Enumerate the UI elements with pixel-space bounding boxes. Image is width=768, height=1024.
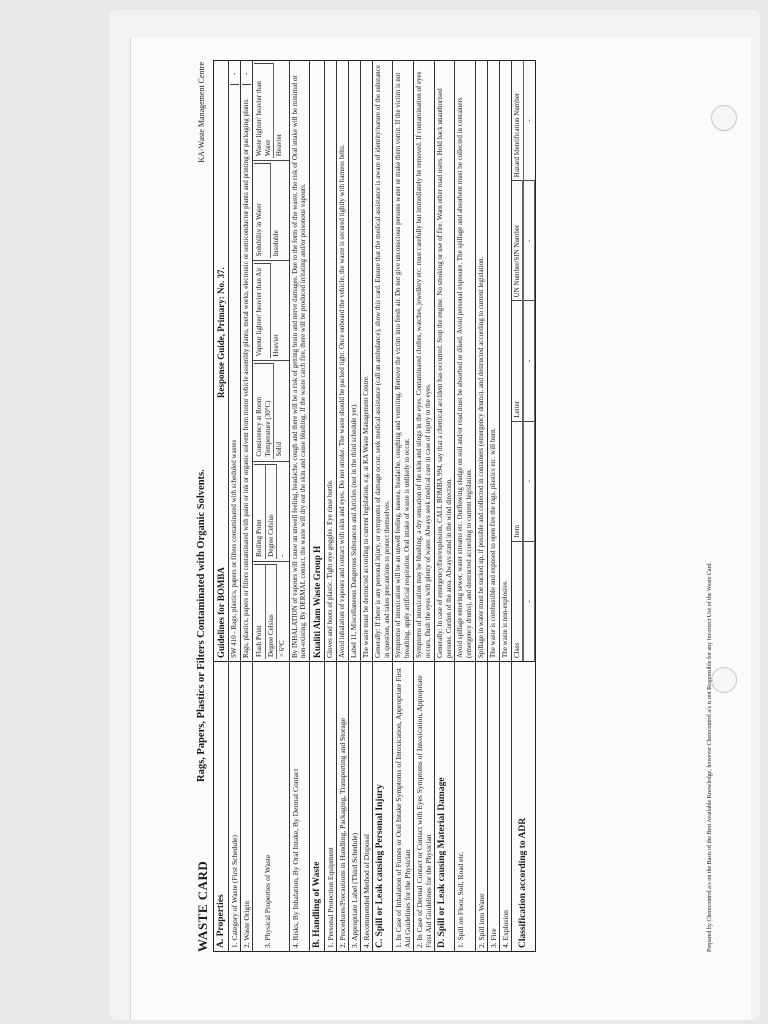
section-d-title: D. Spill or Leak causing Material Damage [435,661,454,951]
origin-value: Rags, plastics, papers or filters contaminated with paint or ink or organic solvent from motor vehicle assembly plants, metal works, electronic or semiconductor plants and printing or packaging plants. [242,98,250,658]
category-mark: - [230,64,239,85]
waste-density: Waste lighter/ heavier than Water Heavier [253,61,289,160]
dermal-row: 2. In Case of Dermal Contact or Contact with Eyes Symptoms of Intoxication, Appropriate First Aid Guidelines for the Physician Symptoms of intoxication may be blushing, a dry sensation of the skin and stings in the eyes. Contaminated clothes, watches, jewellery etc. must carefully but immediately be removed. If contamination of eyes occurs, flush the eyes with plenty of water. Always seek medical care in case of injury to the eyes. [413,61,434,951]
category-value: SW 410 - Rags, plastics, papers or filters contaminated with scheduled wastes [230,439,238,658]
adr-title: Classification according to ADR [512,661,535,951]
vapour-density: Vapour lighter/ heavier than Air Heavier [253,260,289,360]
risk-value: By INHALATION of vapours will cause an unwell feeling, headache, cough and there will be a risk of getting brain and nerve damages. Due to the form of the waste, the risk of Oral intake will be minimal or non-existing. By DERMAL contact, the waste will dry out the skin and cause blushing. If the waste catch fire, there will be produced irritating and/or poisonous vapours. [290,75,308,658]
section-a-header [214,61,228,951]
section-b-header [309,61,324,951]
explosion-row: 4. Explosion The waste is non-explosive. [499,61,511,951]
consistency: Consistency at Room Temperature (30°C) Solid [253,360,289,460]
waste-card-table [213,60,536,952]
risk-row [289,61,309,951]
fire-row: 3. Fire The waste is combustible and exposed to open fire the rags, plastics etc. will burn. [487,61,499,951]
label-row: 3. Appropriate Label (Third Schedule) Label 11, Miscellaneous Dangerous Substances and Articles (not in the third schedule yet). [348,61,360,951]
origin-mark: - [242,64,251,85]
category-label: 1. Category of Waste (First Schedule) [229,661,240,951]
physical-row [252,61,289,951]
damage-general: Generally: In case of emergency/fire/explosion, CALL BOMBA 994, say that a chemical accident has occurred. Stop the engine. No smoking or use of fire. Warn other road users. Hold back unauthorised persons. Cordon of the area. Always stand in the wind direction. [436,88,453,658]
waste-card [195,52,713,952]
footer-note: Prepared by Chemcontrol a/s on the Basis of the Best Available Knowledge, however Chemcontrol a/s is not Responsible for any Incorrect Use of the Waste Card. [707,561,713,952]
risk-label: 4. Risks, By Inhalation, By Oral Intake, By Dermal Contact [290,661,309,951]
card-title: WASTE CARD [195,860,210,952]
response-guide: Response Guide, Primary: No. 37. [216,267,226,398]
disposal-row: 4. Recommended Method of Disposal The waste must be destructed according to current legislation, e.g. at KA Waste Management Centre. [360,61,372,951]
inhalation-row: 1. In Case of Inhalation of Fumes or Oral Intake Symptoms of Intoxication, Appropriate First Aid Guidelines for the Physician Symptoms of intoxication will be an unwell feeling, nausea, headache, coughing and vomiting. Remove the victim into fresh air. Do not give unconscious persons water or make them vomit. If the victim is not breathing, apply artificial respiration. Oral intake of waste is unlikely to occur. [392,61,413,951]
section-d-header [434,61,454,951]
origin-row [240,61,252,951]
category-row [228,61,240,951]
centre-name: KA-Waste Management Centre [197,62,206,163]
waste-card-rotated [155,40,713,980]
physical-properties [253,61,289,661]
flash-point: Flash Point Degree Celsius > 6°C [253,561,289,661]
procedures-row: 2. Procedures/Precautions in Handling, Packaging, Transporting and Storage Avoid inhalation of vapours and contact with skin and eyes. Do not smoke. The waste should be packed tight. Once onboard the vehicle, the waste is secured tightly with harness belts. [336,61,348,951]
spill-water-row: 2. Spill into Water Spillage in water must be sucked up, if possible and collected in containers (emergency drums), and destructed according to current legislation. [475,61,487,951]
adr-values: - - - - - [524,61,535,661]
origin-label: 2. Waste Origin [241,661,252,951]
adr-labels: Class Item Letter UN Number/SIN Number Hazard Identification Number [512,61,524,661]
section-b-title: B. Handling of Waste [310,661,324,951]
solubility: Solubility in Water Insoluble [253,160,289,260]
adr-header [511,61,535,951]
section-a-title: A. Properties [214,661,228,951]
waste-group: Kualiti Alam Waste Group H [311,545,322,658]
boiling-point: Boiling Point Degree Celsius - [253,461,289,561]
ppe-row: 1. Personal Protection Equipment Gloves and boots of plastic. Tight eye goggles. Eye rinse bottle. [324,61,336,951]
spill-floor-row: 1. Spill on Floor, Soil, Road etc. Avoid spillage entering sewer, water streams etc. Outflowing sludge on soil and/or road must be absorbed or diked. Avoid personal exposure. The spillage and absorbent must be collected in containers (emergency drums), and destructed according to current legislation. [454,61,474,951]
physical-label: 3. Physical Properties of Waste [253,661,289,951]
section-c-header [372,61,392,951]
bomba-guidelines: Guidelines for BOMBA [216,567,226,658]
punch-hole-bottom [711,667,737,693]
section-c-title: C. Spill or Leak causing Personal Injury [373,661,392,951]
injury-general: Generally: If there is any personal injury, or symptoms of damage occur, seek medical assistance (call an ambulance), show this card. Ensure that the medical assistance is aware of identity/nature of the substance in question, and takes precautions to protect themselves. [373,65,391,658]
punch-hole-top [711,105,737,131]
card-subtitle: Rags, Papers, Plastics or Filters Contaminated with Organic Solvents. [196,469,207,782]
